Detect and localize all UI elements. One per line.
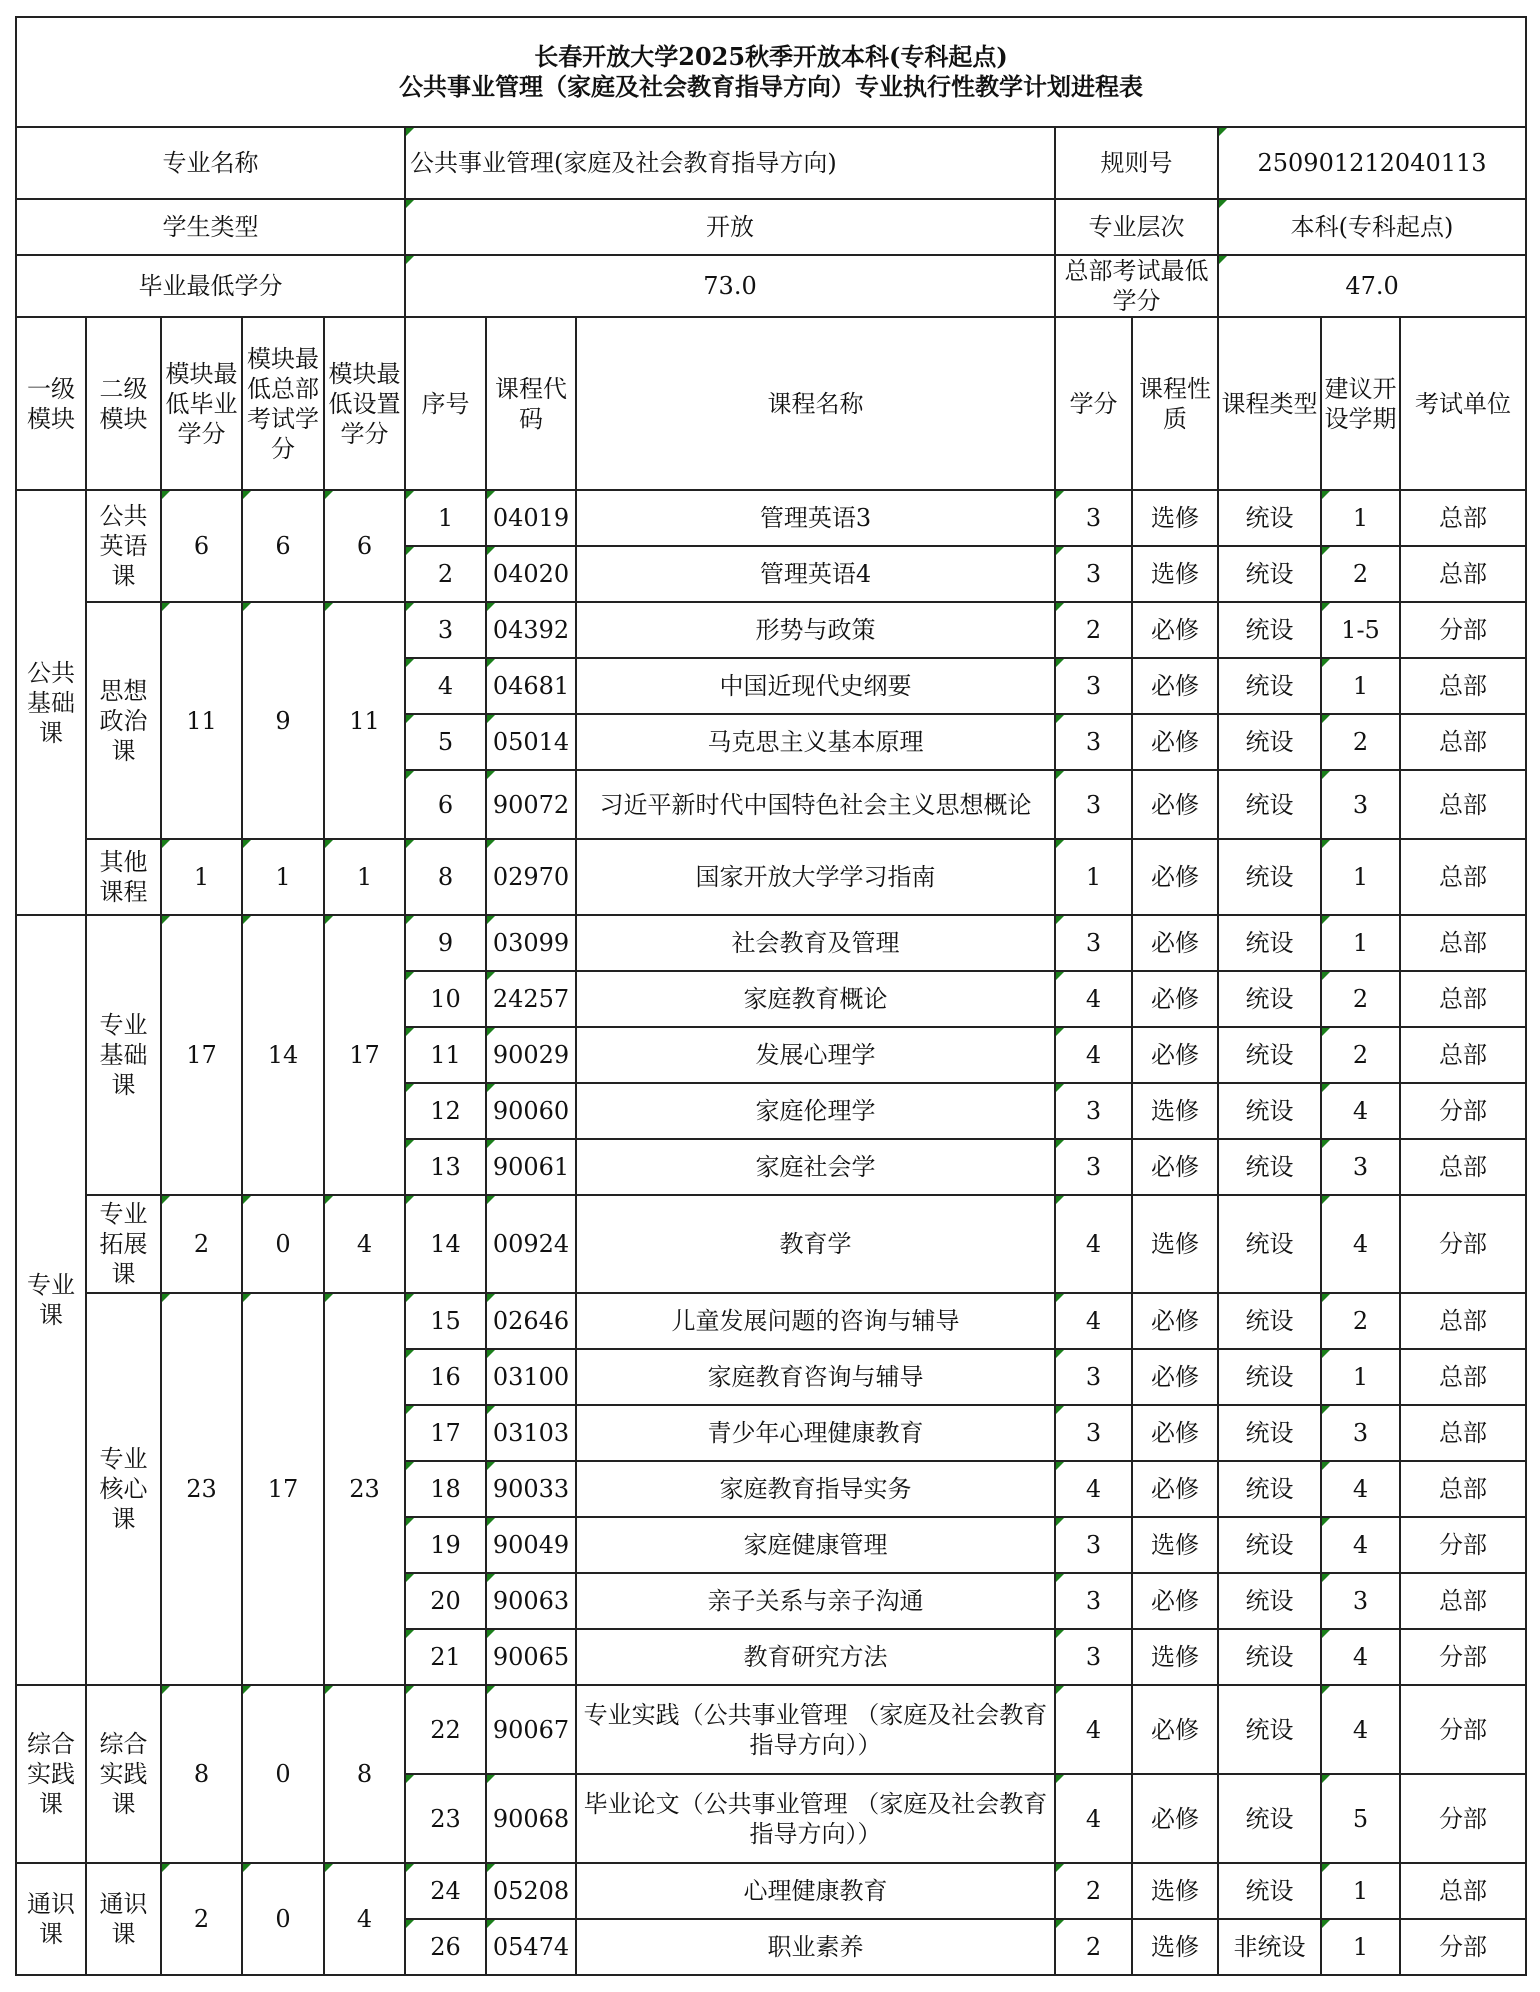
level-value: 本科(专科起点): [1218, 199, 1526, 255]
course-code: 02646: [486, 1293, 576, 1349]
course-code: 04019: [486, 490, 576, 546]
course-exam: 分部: [1400, 1629, 1526, 1685]
course-exam: 总部: [1400, 1139, 1526, 1195]
course-term: 1: [1321, 658, 1400, 714]
course-term: 2: [1321, 714, 1400, 770]
course-name: 家庭教育概论: [576, 971, 1055, 1027]
header-exam: 考试单位: [1400, 317, 1526, 490]
course-term: 4: [1321, 1685, 1400, 1774]
course-exam: 分部: [1400, 1919, 1526, 1975]
course-code: 90061: [486, 1139, 576, 1195]
course-nature: 必修: [1132, 1573, 1218, 1629]
course-exam: 总部: [1400, 1027, 1526, 1083]
course-code: 03099: [486, 915, 576, 971]
course-nature: 必修: [1132, 1774, 1218, 1863]
course-term: 3: [1321, 1573, 1400, 1629]
header-level2: 二级模块: [86, 317, 161, 490]
course-nature: 选修: [1132, 1863, 1218, 1919]
course-term: 4: [1321, 1083, 1400, 1139]
course-exam: 总部: [1400, 546, 1526, 602]
course-credit: 4: [1055, 1685, 1132, 1774]
course-seq: 20: [405, 1573, 486, 1629]
course-name: 发展心理学: [576, 1027, 1055, 1083]
header-code: 课程代码: [486, 317, 576, 490]
course-type: 统设: [1218, 915, 1321, 971]
course-exam: 总部: [1400, 971, 1526, 1027]
module-name: 专业基础课: [86, 915, 161, 1195]
hq-min-credit-label: 总部考试最低学分: [1055, 255, 1218, 317]
course-credit: 2: [1055, 602, 1132, 658]
header-min-set: 模块最低设置学分: [324, 317, 405, 490]
course-exam: 分部: [1400, 602, 1526, 658]
course-nature: 必修: [1132, 602, 1218, 658]
course-code: 05208: [486, 1863, 576, 1919]
module-min-hq: 9: [242, 602, 324, 839]
course-exam: 总部: [1400, 714, 1526, 770]
course-seq: 21: [405, 1629, 486, 1685]
course-term: 3: [1321, 1405, 1400, 1461]
level-label: 专业层次: [1055, 199, 1218, 255]
table-row: [16, 490, 1526, 546]
module-min-hq: 14: [242, 915, 324, 1195]
module-name: 综合实践课: [86, 1685, 161, 1863]
course-seq: 10: [405, 971, 486, 1027]
course-exam: 分部: [1400, 1083, 1526, 1139]
course-type: 统设: [1218, 1774, 1321, 1863]
course-type: 统设: [1218, 1405, 1321, 1461]
title-line-1: 长春开放大学2025秋季开放本科(专科起点): [534, 42, 1008, 71]
course-type: 统设: [1218, 1139, 1321, 1195]
course-name: 心理健康教育: [576, 1863, 1055, 1919]
course-term: 2: [1321, 546, 1400, 602]
course-nature: 选修: [1132, 1919, 1218, 1975]
header-level1: 一级模块: [16, 317, 86, 490]
course-code: 04020: [486, 546, 576, 602]
course-name: 青少年心理健康教育: [576, 1405, 1055, 1461]
course-type: 统设: [1218, 1293, 1321, 1349]
course-nature: 必修: [1132, 714, 1218, 770]
course-seq: 8: [405, 839, 486, 915]
course-seq: 26: [405, 1919, 486, 1975]
column-header-row: [16, 317, 1526, 490]
course-term: 3: [1321, 1139, 1400, 1195]
module-min-grad: 11: [161, 602, 242, 839]
page-title: [16, 17, 1526, 127]
course-nature: 必修: [1132, 1027, 1218, 1083]
course-credit: 4: [1055, 1027, 1132, 1083]
course-exam: 分部: [1400, 1195, 1526, 1293]
course-nature: 选修: [1132, 490, 1218, 546]
course-credit: 2: [1055, 1863, 1132, 1919]
module-min-set: 8: [324, 1685, 405, 1863]
module-name: 专业核心课: [86, 1293, 161, 1685]
course-code: 03100: [486, 1349, 576, 1405]
course-name: 家庭教育咨询与辅导: [576, 1349, 1055, 1405]
course-code: 90072: [486, 770, 576, 839]
header-min-grad: 模块最低毕业学分: [161, 317, 242, 490]
module-min-hq: 1: [242, 839, 324, 915]
course-code: 90049: [486, 1517, 576, 1573]
course-credit: 3: [1055, 1517, 1132, 1573]
course-seq: 23: [405, 1774, 486, 1863]
course-credit: 3: [1055, 546, 1132, 602]
module-min-grad: 2: [161, 1195, 242, 1293]
module-min-hq: 0: [242, 1195, 324, 1293]
course-code: 90060: [486, 1083, 576, 1139]
course-term: 1: [1321, 1863, 1400, 1919]
course-exam: 总部: [1400, 770, 1526, 839]
module-min-set: 11: [324, 602, 405, 839]
course-type: 统设: [1218, 1629, 1321, 1685]
teaching-plan-table: [15, 16, 1527, 1976]
min-credit-label: 毕业最低学分: [16, 255, 405, 317]
course-type: 非统设: [1218, 1919, 1321, 1975]
course-code: 02970: [486, 839, 576, 915]
course-credit: 4: [1055, 1461, 1132, 1517]
course-exam: 总部: [1400, 1293, 1526, 1349]
module-min-hq: 17: [242, 1293, 324, 1685]
course-credit: 1: [1055, 839, 1132, 915]
course-credit: 2: [1055, 1919, 1132, 1975]
course-type: 统设: [1218, 1573, 1321, 1629]
module-min-grad: 23: [161, 1293, 242, 1685]
course-code: 90033: [486, 1461, 576, 1517]
student-type-label: 学生类型: [16, 199, 405, 255]
course-term: 1-5: [1321, 602, 1400, 658]
course-type: 统设: [1218, 1461, 1321, 1517]
course-nature: 必修: [1132, 658, 1218, 714]
course-type: 统设: [1218, 602, 1321, 658]
module-min-hq: 0: [242, 1685, 324, 1863]
course-seq: 15: [405, 1293, 486, 1349]
course-seq: 2: [405, 546, 486, 602]
course-code: 90063: [486, 1573, 576, 1629]
module-name: 专业拓展课: [86, 1195, 161, 1293]
course-code: 05014: [486, 714, 576, 770]
course-seq: 9: [405, 915, 486, 971]
course-exam: 总部: [1400, 490, 1526, 546]
course-name: 形势与政策: [576, 602, 1055, 658]
course-type: 统设: [1218, 1195, 1321, 1293]
course-term: 1: [1321, 1919, 1400, 1975]
course-seq: 3: [405, 602, 486, 658]
course-seq: 4: [405, 658, 486, 714]
course-name: 社会教育及管理: [576, 915, 1055, 971]
course-nature: 选修: [1132, 546, 1218, 602]
table-row: [16, 915, 1526, 971]
course-nature: 选修: [1132, 1195, 1218, 1293]
course-name: 专业实践（公共事业管理 （家庭及社会教育指导方向））: [576, 1685, 1055, 1774]
course-seq: 22: [405, 1685, 486, 1774]
course-name: 中国近现代史纲要: [576, 658, 1055, 714]
course-term: 4: [1321, 1517, 1400, 1573]
course-seq: 6: [405, 770, 486, 839]
course-credit: 3: [1055, 1573, 1132, 1629]
course-code: 90068: [486, 1774, 576, 1863]
course-name: 毕业论文（公共事业管理 （家庭及社会教育指导方向））: [576, 1774, 1055, 1863]
course-nature: 必修: [1132, 1139, 1218, 1195]
course-credit: 3: [1055, 1349, 1132, 1405]
course-credit: 3: [1055, 770, 1132, 839]
course-type: 统设: [1218, 658, 1321, 714]
course-code: 04392: [486, 602, 576, 658]
course-name: 教育研究方法: [576, 1629, 1055, 1685]
course-name: 职业素养: [576, 1919, 1055, 1975]
course-code: 90067: [486, 1685, 576, 1774]
min-credit-value: 73.0: [405, 255, 1055, 317]
course-type: 统设: [1218, 839, 1321, 915]
module-name: 通识课: [86, 1863, 161, 1975]
course-term: 1: [1321, 1349, 1400, 1405]
course-term: 2: [1321, 1027, 1400, 1083]
course-term: 4: [1321, 1195, 1400, 1293]
table-row: [16, 1863, 1526, 1919]
course-exam: 总部: [1400, 1405, 1526, 1461]
course-nature: 必修: [1132, 1349, 1218, 1405]
course-type: 统设: [1218, 1027, 1321, 1083]
course-type: 统设: [1218, 770, 1321, 839]
module-min-grad: 1: [161, 839, 242, 915]
module-min-set: 6: [324, 490, 405, 602]
course-nature: 必修: [1132, 770, 1218, 839]
course-name: 马克思主义基本原理: [576, 714, 1055, 770]
course-term: 1: [1321, 839, 1400, 915]
table-row: [16, 1195, 1526, 1293]
module-min-grad: 17: [161, 915, 242, 1195]
course-nature: 必修: [1132, 1405, 1218, 1461]
course-credit: 3: [1055, 1405, 1132, 1461]
course-seq: 14: [405, 1195, 486, 1293]
course-term: 4: [1321, 1629, 1400, 1685]
module-name: 公共英语课: [86, 490, 161, 602]
header-min-hq: 模块最低总部考试学分: [242, 317, 324, 490]
module-name: 其他课程: [86, 839, 161, 915]
course-credit: 4: [1055, 1293, 1132, 1349]
course-credit: 3: [1055, 714, 1132, 770]
course-code: 90029: [486, 1027, 576, 1083]
module-min-hq: 6: [242, 490, 324, 602]
course-nature: 必修: [1132, 1461, 1218, 1517]
course-credit: 4: [1055, 971, 1132, 1027]
course-exam: 分部: [1400, 1685, 1526, 1774]
course-credit: 3: [1055, 658, 1132, 714]
course-term: 2: [1321, 971, 1400, 1027]
course-credit: 3: [1055, 1083, 1132, 1139]
table-row: [16, 602, 1526, 658]
course-name: 教育学: [576, 1195, 1055, 1293]
course-nature: 必修: [1132, 971, 1218, 1027]
group-professional: 专业课: [16, 915, 86, 1685]
course-credit: 4: [1055, 1774, 1132, 1863]
course-seq: 1: [405, 490, 486, 546]
course-name: 习近平新时代中国特色社会主义思想概论: [576, 770, 1055, 839]
course-name: 家庭健康管理: [576, 1517, 1055, 1573]
course-exam: 总部: [1400, 1349, 1526, 1405]
course-seq: 17: [405, 1405, 486, 1461]
major-value: 公共事业管理(家庭及社会教育指导方向): [405, 127, 1055, 199]
header-name: 课程名称: [576, 317, 1055, 490]
course-exam: 总部: [1400, 1573, 1526, 1629]
module-min-grad: 6: [161, 490, 242, 602]
header-type: 课程类型: [1218, 317, 1321, 490]
course-seq: 16: [405, 1349, 486, 1405]
table-row: [16, 1685, 1526, 1774]
course-name: 家庭伦理学: [576, 1083, 1055, 1139]
course-credit: 3: [1055, 490, 1132, 546]
course-seq: 11: [405, 1027, 486, 1083]
rule-value: 250901212040113: [1218, 127, 1526, 199]
course-exam: 分部: [1400, 1774, 1526, 1863]
module-min-hq: 0: [242, 1863, 324, 1975]
course-credit: 3: [1055, 1629, 1132, 1685]
course-name: 家庭教育指导实务: [576, 1461, 1055, 1517]
course-term: 5: [1321, 1774, 1400, 1863]
course-code: 00924: [486, 1195, 576, 1293]
course-seq: 19: [405, 1517, 486, 1573]
course-exam: 总部: [1400, 658, 1526, 714]
course-term: 1: [1321, 490, 1400, 546]
course-type: 统设: [1218, 1083, 1321, 1139]
course-code: 04681: [486, 658, 576, 714]
course-exam: 分部: [1400, 1517, 1526, 1573]
course-type: 统设: [1218, 1685, 1321, 1774]
course-term: 1: [1321, 915, 1400, 971]
module-min-grad: 8: [161, 1685, 242, 1863]
course-name: 家庭社会学: [576, 1139, 1055, 1195]
course-term: 2: [1321, 1293, 1400, 1349]
major-label: 专业名称: [16, 127, 405, 199]
header-nature: 课程性质: [1132, 317, 1218, 490]
course-type: 统设: [1218, 1349, 1321, 1405]
course-seq: 24: [405, 1863, 486, 1919]
course-seq: 18: [405, 1461, 486, 1517]
course-exam: 总部: [1400, 915, 1526, 971]
course-code: 03103: [486, 1405, 576, 1461]
course-type: 统设: [1218, 1863, 1321, 1919]
course-nature: 选修: [1132, 1083, 1218, 1139]
course-name: 儿童发展问题的咨询与辅导: [576, 1293, 1055, 1349]
course-name: 管理英语4: [576, 546, 1055, 602]
course-nature: 选修: [1132, 1629, 1218, 1685]
course-nature: 必修: [1132, 1685, 1218, 1774]
group-public-basic: 公共基础课: [16, 490, 86, 915]
course-seq: 13: [405, 1139, 486, 1195]
course-type: 统设: [1218, 490, 1321, 546]
course-nature: 必修: [1132, 915, 1218, 971]
course-name: 亲子关系与亲子沟通: [576, 1573, 1055, 1629]
rule-label: 规则号: [1055, 127, 1218, 199]
course-term: 4: [1321, 1461, 1400, 1517]
course-name: 国家开放大学学习指南: [576, 839, 1055, 915]
module-min-set: 17: [324, 915, 405, 1195]
course-seq: 5: [405, 714, 486, 770]
course-exam: 总部: [1400, 839, 1526, 915]
group-general: 通识课: [16, 1863, 86, 1975]
course-code: 05474: [486, 1919, 576, 1975]
title-line-2: 公共事业管理（家庭及社会教育指导方向）专业执行性教学计划进程表: [399, 72, 1144, 101]
header-seq: 序号: [405, 317, 486, 490]
course-exam: 总部: [1400, 1461, 1526, 1517]
course-credit: 4: [1055, 1195, 1132, 1293]
module-min-set: 4: [324, 1863, 405, 1975]
header-credit: 学分: [1055, 317, 1132, 490]
course-term: 3: [1321, 770, 1400, 839]
module-min-set: 1: [324, 839, 405, 915]
table-row: [16, 839, 1526, 915]
module-min-set: 4: [324, 1195, 405, 1293]
course-nature: 选修: [1132, 1517, 1218, 1573]
header-term: 建议开设学期: [1321, 317, 1400, 490]
course-credit: 3: [1055, 1139, 1132, 1195]
hq-min-credit-value: 47.0: [1218, 255, 1526, 317]
course-code: 90065: [486, 1629, 576, 1685]
course-credit: 3: [1055, 915, 1132, 971]
module-min-grad: 2: [161, 1863, 242, 1975]
module-name: 思想政治课: [86, 602, 161, 839]
course-type: 统设: [1218, 714, 1321, 770]
course-nature: 必修: [1132, 839, 1218, 915]
student-type-value: 开放: [405, 199, 1055, 255]
course-code: 24257: [486, 971, 576, 1027]
course-nature: 必修: [1132, 1293, 1218, 1349]
group-practice: 综合实践课: [16, 1685, 86, 1863]
course-type: 统设: [1218, 971, 1321, 1027]
course-exam: 总部: [1400, 1863, 1526, 1919]
course-name: 管理英语3: [576, 490, 1055, 546]
table-row: [16, 1293, 1526, 1349]
course-type: 统设: [1218, 1517, 1321, 1573]
course-seq: 12: [405, 1083, 486, 1139]
module-min-set: 23: [324, 1293, 405, 1685]
course-type: 统设: [1218, 546, 1321, 602]
teaching-plan-sheet: [15, 16, 1525, 1976]
